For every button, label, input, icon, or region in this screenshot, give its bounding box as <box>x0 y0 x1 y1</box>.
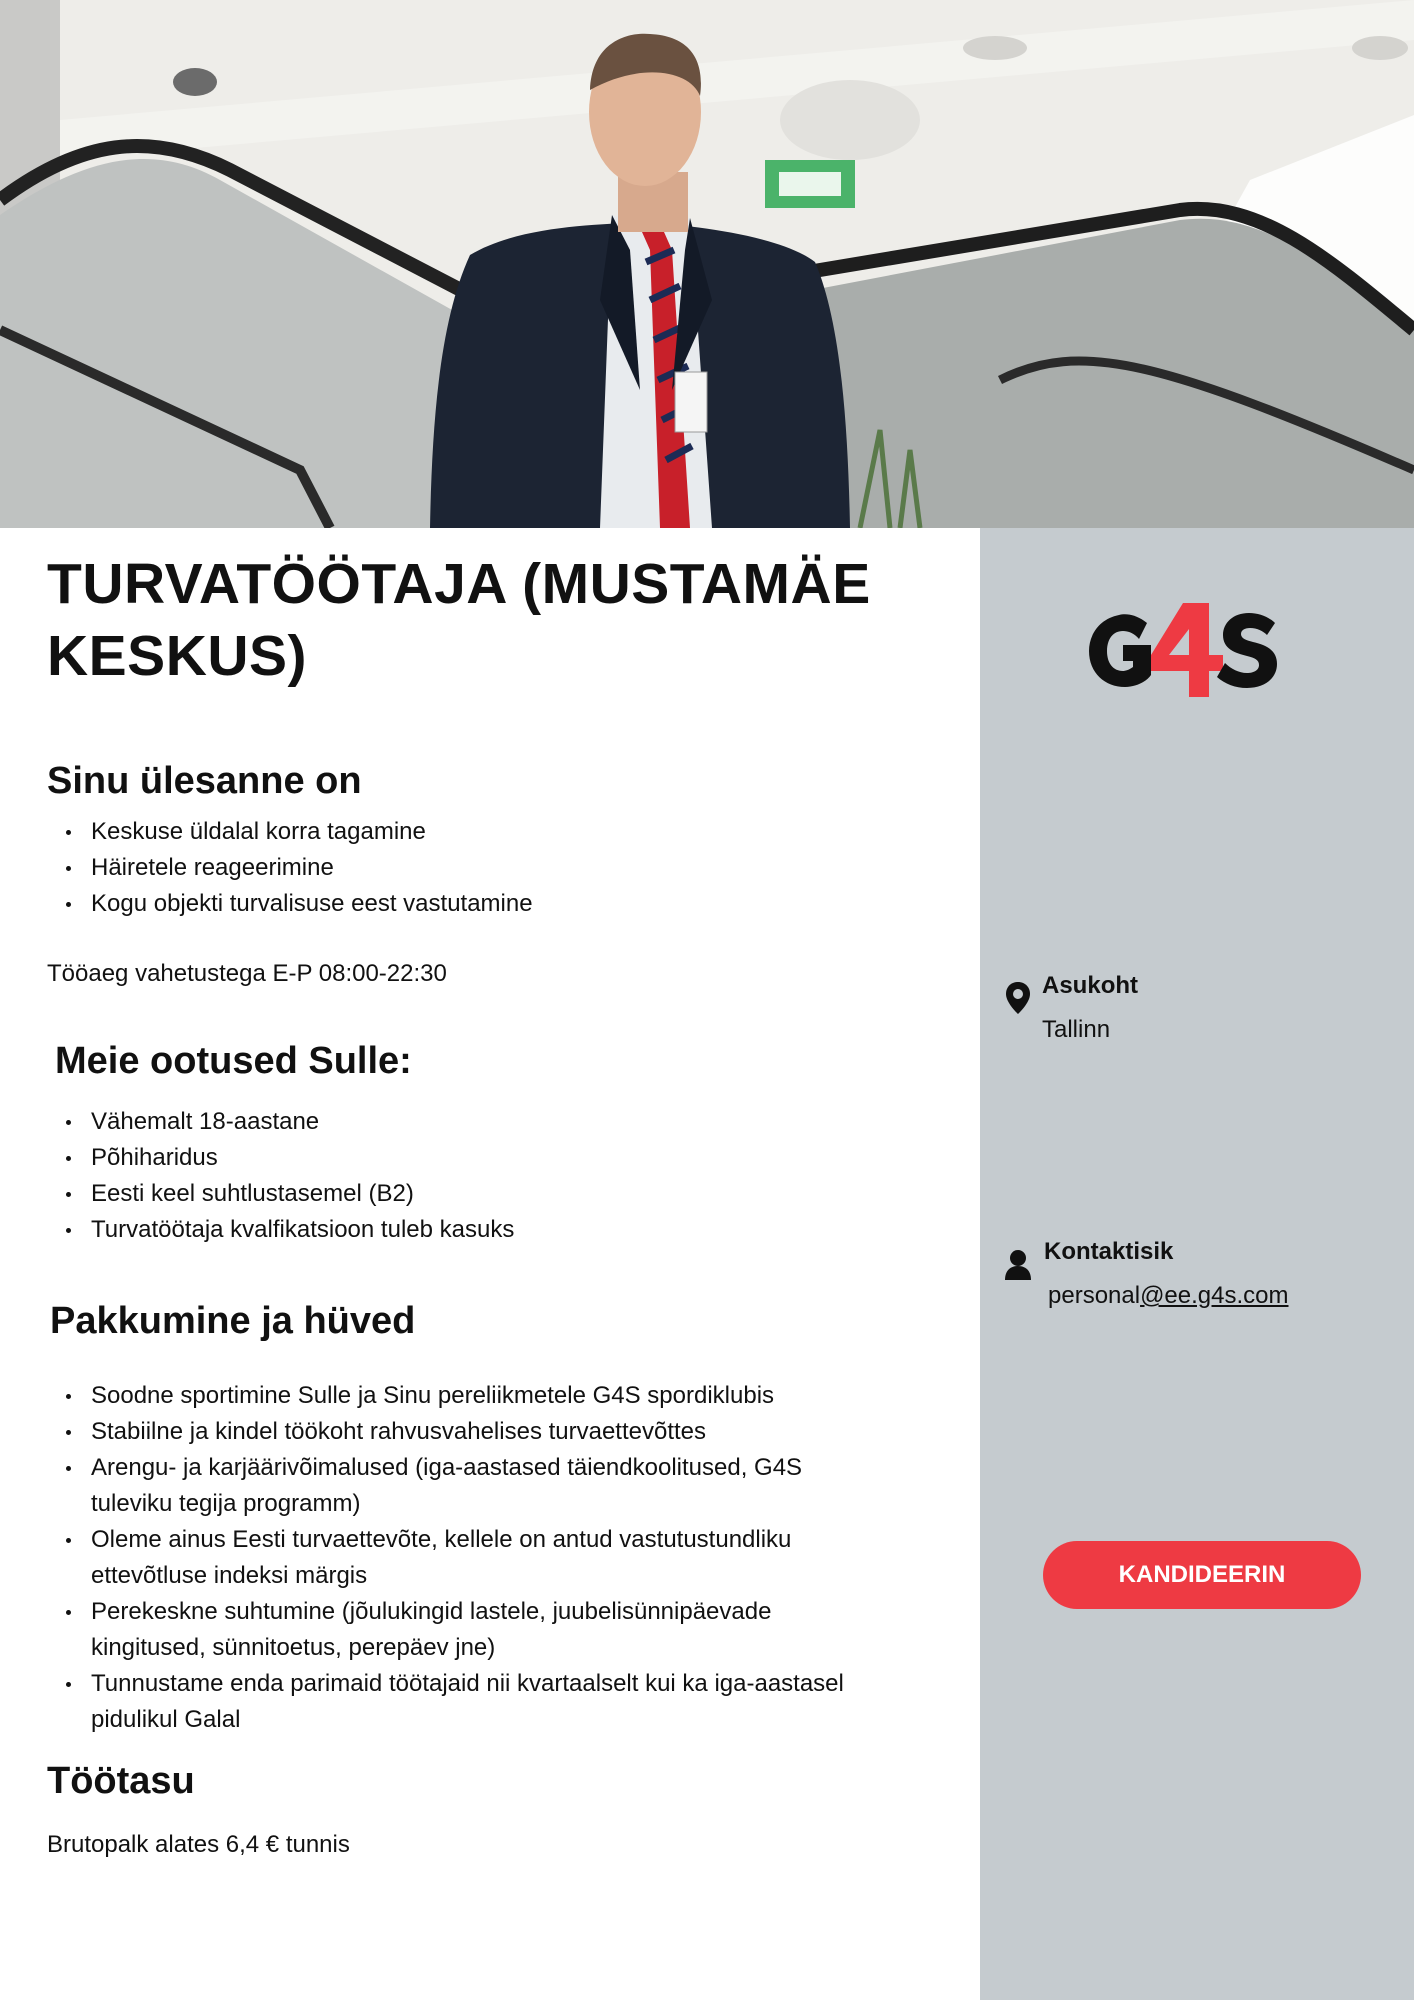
contact-email-link[interactable]: @ee.g4s.com <box>1140 1282 1289 1309</box>
job-title: TURVATÖÖTAJA (MUSTAMÄE KESKUS) <box>47 552 871 688</box>
tasks-heading: Sinu ülesanne on <box>47 760 362 802</box>
list-item: Perekeskne suhtumine (jõulukingid lastele, juubelisünnipäevade kingitused, sünnitoetus, perepäev jne) <box>47 1594 887 1666</box>
expectations-list <box>47 1104 927 1248</box>
security-guard-photo <box>0 0 1414 528</box>
hero-photo <box>0 0 1414 528</box>
salary-text: Brutopalk alates 6,4 € tunnis <box>47 1831 350 1858</box>
location-title: Asukoht <box>1042 972 1138 999</box>
benefits-list <box>47 1378 887 1738</box>
location-value: Tallinn <box>1042 1016 1111 1043</box>
list-item: Turvatöötaja kvalfikatsioon tuleb kasuks <box>47 1212 927 1248</box>
list-item: Oleme ainus Eesti turvaettevõte, kellele on antud vastutustundliku ettevõtluse indeksi märgis <box>47 1522 887 1594</box>
list-item: Eesti keel suhtlustasemel (B2) <box>47 1176 927 1212</box>
person-icon <box>1004 1248 1032 1284</box>
list-item: Stabiilne ja kindel töökoht rahvusvahelises turvaettevõttes <box>47 1414 887 1450</box>
list-item: Arengu- ja karjäärivõimalused (iga-aastased täiendkoolitused, G4S tuleviku tegija programm) <box>47 1450 887 1522</box>
contact-title: Kontaktisik <box>1044 1238 1174 1265</box>
g4s-logo <box>1085 593 1285 703</box>
list-item: Häiretele reageerimine <box>47 850 927 886</box>
contact-email-prefix: personal <box>1048 1282 1141 1309</box>
apply-button[interactable]: KANDIDEERIN <box>1043 1541 1361 1609</box>
list-item: Keskuse üldalal korra tagamine <box>47 814 927 850</box>
list-item: Põhiharidus <box>47 1140 927 1176</box>
salary-heading: Töötasu <box>47 1760 195 1802</box>
work-schedule: Tööaeg vahetustega E-P 08:00-22:30 <box>47 960 447 987</box>
list-item: Tunnustame enda parimaid töötajaid nii kvartaalselt kui ka iga-aastasel pidulikul Galal <box>47 1666 887 1738</box>
list-item: Kogu objekti turvalisuse eest vastutamine <box>47 886 927 922</box>
benefits-heading: Pakkumine ja hüved <box>50 1300 416 1342</box>
sidebar <box>980 528 1414 2000</box>
expectations-heading: Meie ootused Sulle: <box>55 1040 412 1082</box>
list-item: Soodne sportimine Sulle ja Sinu pereliikmetele G4S spordiklubis <box>47 1378 887 1414</box>
contact-email[interactable] <box>1048 1282 1289 1310</box>
list-item: Vähemalt 18-aastane <box>47 1104 927 1140</box>
location-pin-icon <box>1004 980 1032 1016</box>
tasks-list <box>47 814 927 922</box>
